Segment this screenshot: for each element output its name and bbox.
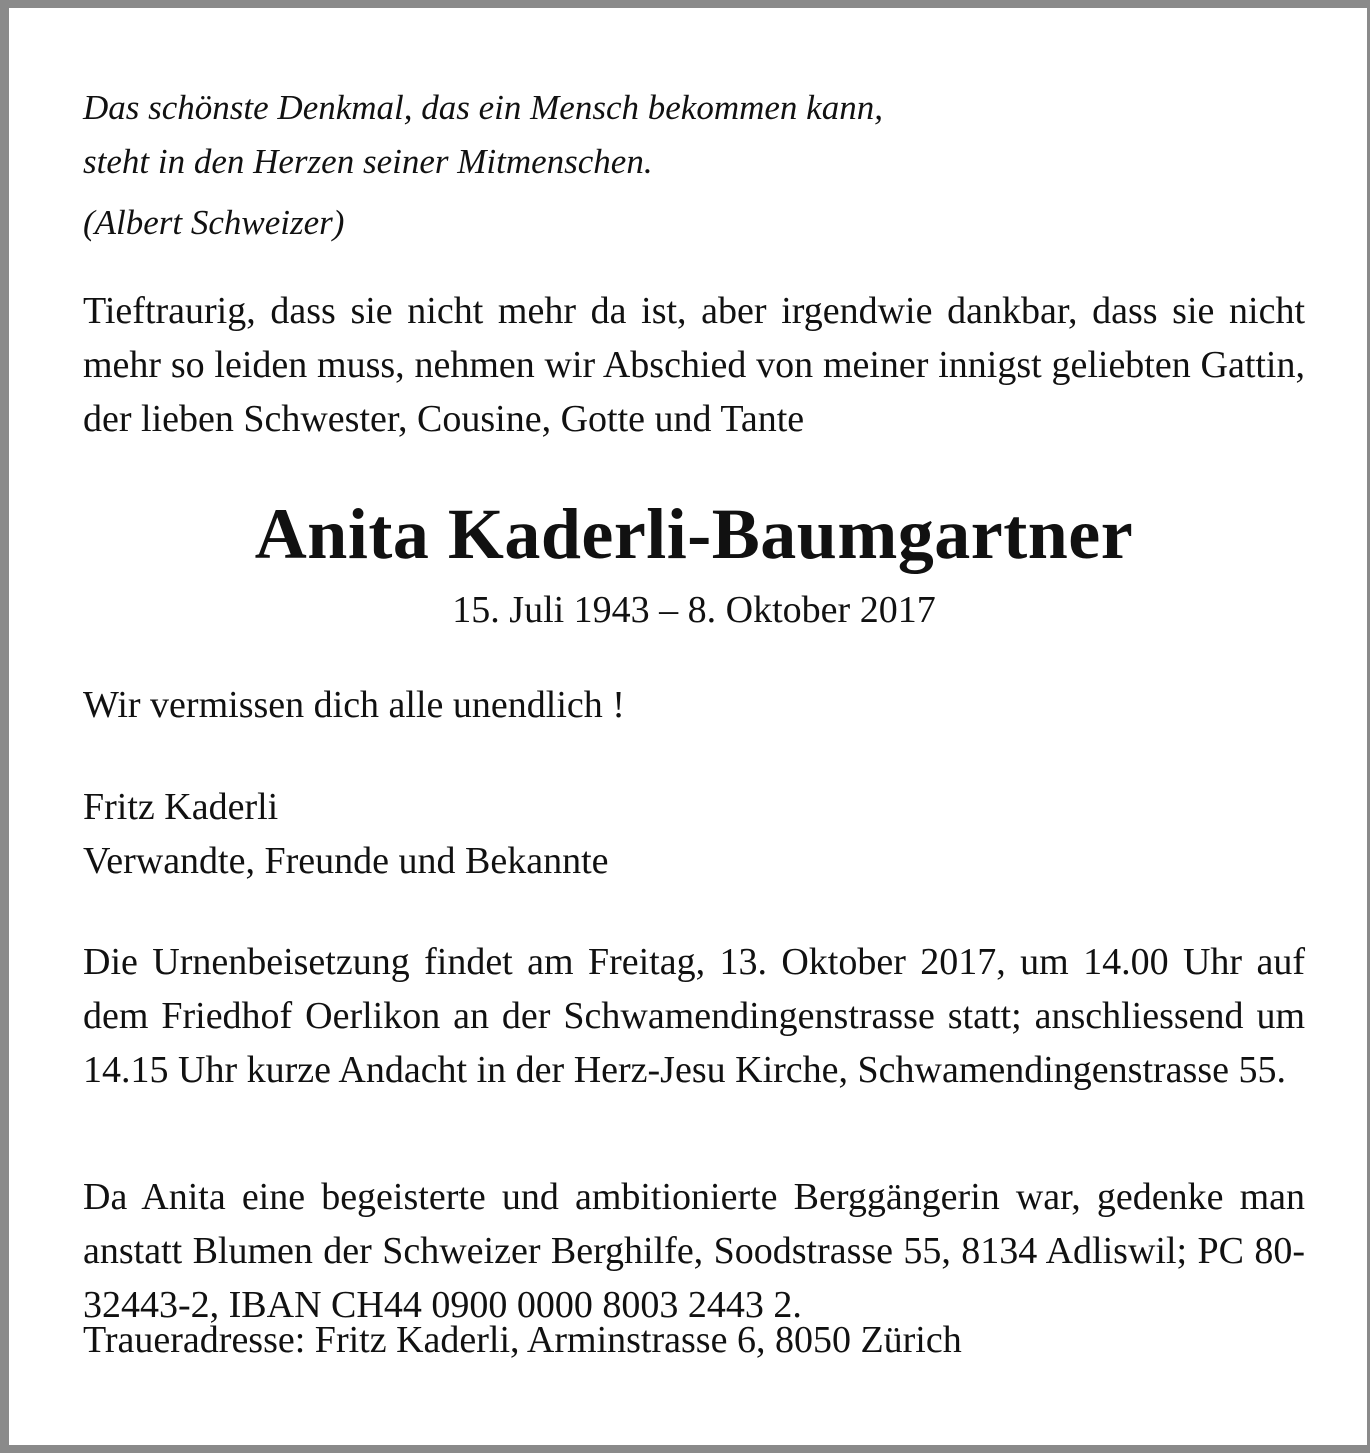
intro-paragraph: Tieftraurig, dass sie nicht mehr da ist, aber irgendwie dankbar, dass sie nicht mehr so leiden muss, nehmen wir Abschied von meiner innigst geliebten Gattin, der lieben Schwester, Cousine, Gotte und Tante [83, 290, 1305, 440]
deceased-name: Anita Kaderli-Baumgartner [254, 494, 1134, 574]
motto-line-2: steht in den Herzen seiner Mitmenschen. [83, 142, 653, 181]
life-dates: 15. Juli 1943 – 8. Oktober 2017 [452, 589, 936, 631]
signatory-secondary: Verwandte, Freunde und Bekannte [83, 840, 609, 882]
farewell-line: Wir vermissen dich alle unendlich ! [83, 684, 625, 726]
mourning-address: Traueradresse: Fritz Kaderli, Arminstrasse 6, 8050 Zürich [83, 1319, 962, 1361]
motto-author: (Albert Schweizer) [83, 203, 345, 242]
donation-paragraph: Da Anita eine begeisterte und ambitionierte Berggängerin war, gedenke man anstatt Blumen der Schweizer Berghilfe, Soodstrasse 55, 8134 Adliswil; PC 80-32443-2, IBAN CH44 0900 0000 8003 2443 2. [83, 1176, 1305, 1326]
burial-paragraph: Die Urnenbeisetzung findet am Freitag, 13. Oktober 2017, um 14.00 Uhr auf dem Friedhof Oerlikon an der Schwamendingenstrasse statt; anschliessend um 14.15 Uhr kurze Andacht in der Herz-Jesu Kirche, Schwamendingenstrasse 55. [83, 941, 1305, 1091]
signatory-primary: Fritz Kaderli [83, 786, 279, 828]
motto-line-1: Das schönste Denkmal, das ein Mensch bekommen kann, [83, 88, 883, 127]
